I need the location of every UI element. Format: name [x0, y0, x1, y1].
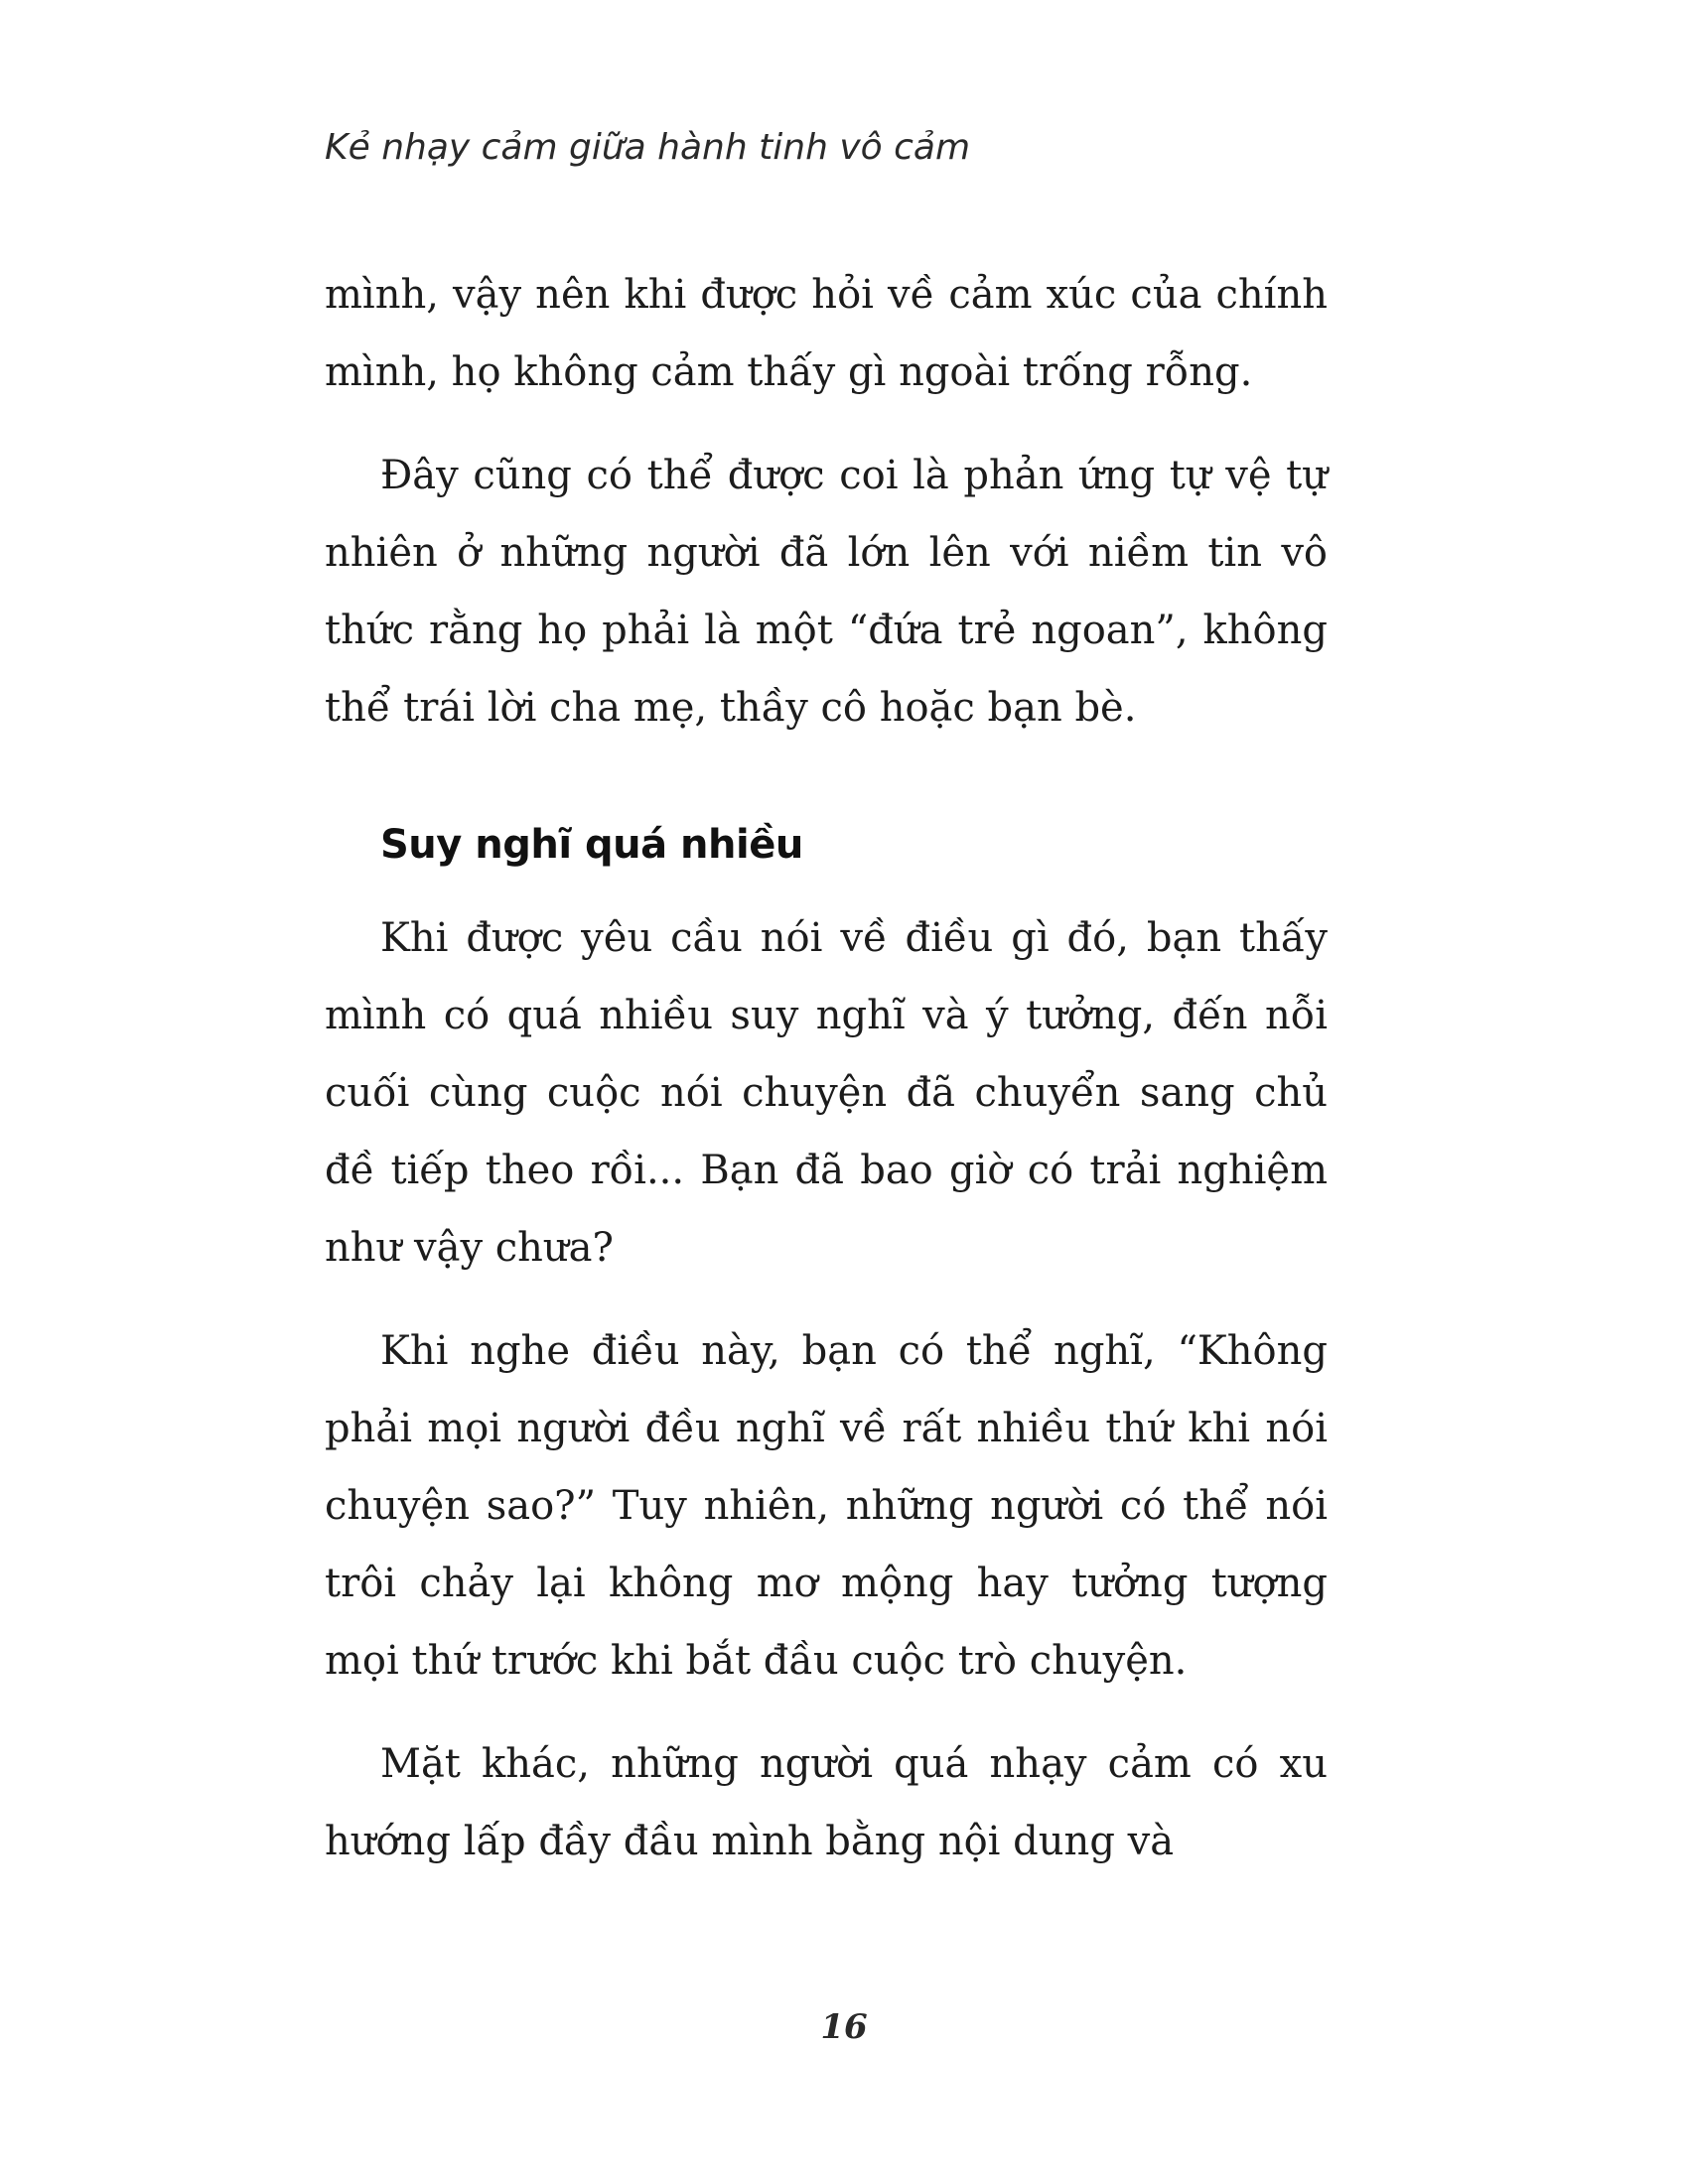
paragraph: Khi nghe điều này, bạn có thể nghĩ, “Không phải mọi người đều nghĩ về rất nhiều thứ khi nói chuyện sao?” Tuy nhiên, những người có thể nói trôi chảy lại không mơ mộng hay tưởng tượng mọi thứ trước khi bắt đầu cuộc trò chuyện.	[325, 1328, 1328, 1684]
running-header-title: Kẻ nhạy cảm giữa hành tinh vô cảm	[325, 127, 971, 168]
paragraph: Khi được yêu cầu nói về điều gì đó, bạn thấy mình có quá nhiều suy nghĩ và ý tưởng, đến nỗi cuối cùng cuộc nói chuyện đã chuyển sang chủ đề tiếp theo rồi... Bạn đã bao giờ có trải nghiệm như vậy chưa?	[325, 915, 1328, 1271]
section-heading: Suy nghĩ quá nhiều	[380, 822, 803, 868]
paragraph-continued: mình, vậy nên khi được hỏi về cảm xúc của chính mình, họ không cảm thấy gì ngoài trống rỗng.	[325, 272, 1328, 395]
paragraph: Mặt khác, những người quá nhạy cảm có xu hướng lấp đầy đầu mình bằng nội dung và	[325, 1741, 1328, 1864]
paragraph: Đây cũng có thể được coi là phản ứng tự vệ tự nhiên ở những người đã lớn lên với niềm tin vô thức rằng họ phải là một “đứa trẻ ngoan”, không thể trái lời cha mẹ, thầy cô hoặc bạn bè.	[325, 453, 1328, 731]
page-number: 16	[820, 2007, 868, 2047]
body-text	[325, 256, 1328, 1906]
